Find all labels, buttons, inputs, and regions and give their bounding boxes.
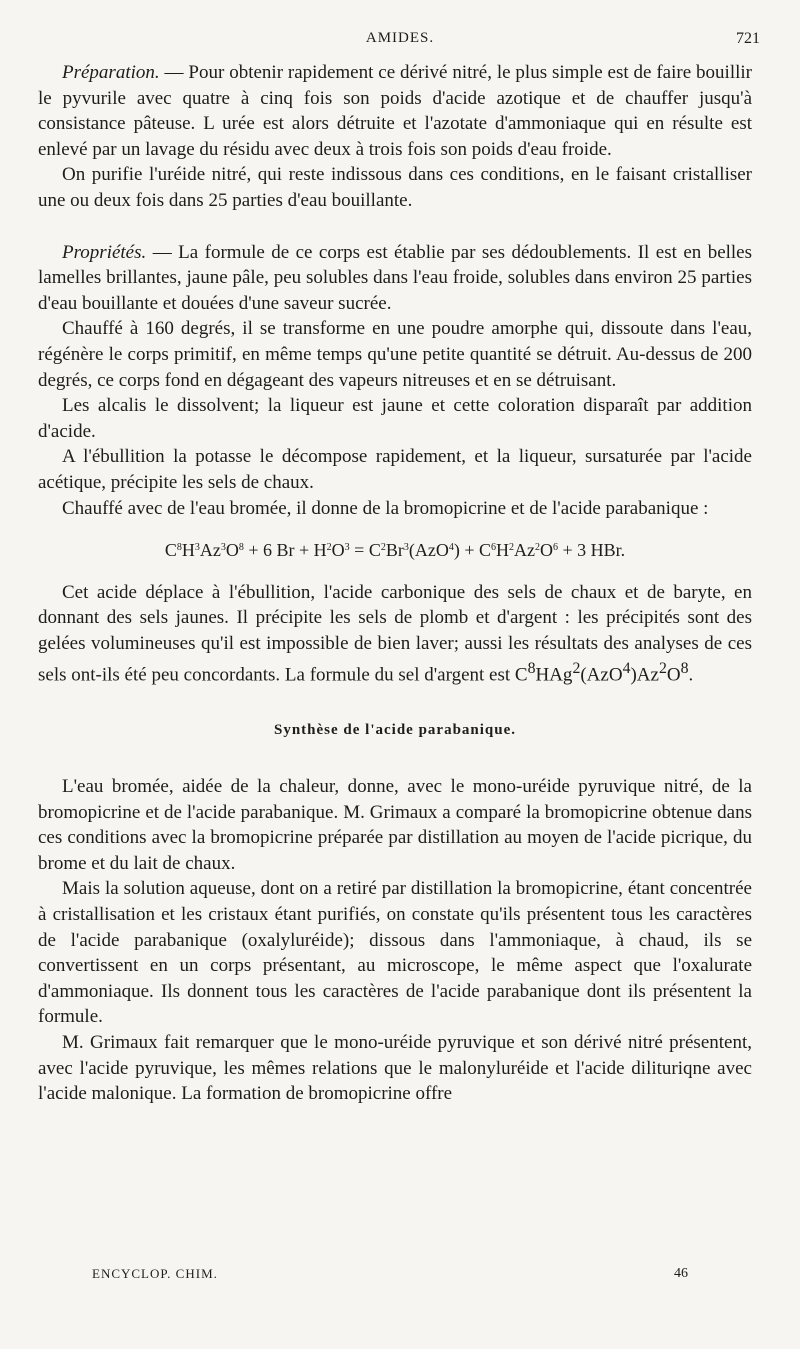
section-title: Synthèse de l'acide parabanique. (273, 722, 517, 739)
properties-paragraph (38, 240, 752, 317)
purification-paragraph: On purifie l'uréide nitré, qui reste indissous dans ces conditions, en le faisant cristalliser une ou deux fois dans 25 parties d'eau bouillante. (38, 164, 752, 211)
body-text (38, 60, 752, 1107)
heating-paragraph: Chauffé à 160 degrés, il se transforme en une poudre amorphe qui, dissoute dans l'eau, régénère le corps primitif, en même temps qu'une petite quantité se détruit. Au-dessus de 200 degrés, ce corps fond en dégageant des vapeurs nitreuses et en se détruisant. (38, 318, 752, 391)
properties-text: — La formule de ce corps est établie par ses dédoublements. Il est en belles lamelles brillantes, jaune pâle, peu solubles dans l'eau froide, solubles dans environ 25 parties d'eau bouillante et douées d'une saveur sucrée. (38, 241, 753, 314)
page-header (0, 30, 800, 56)
preparation-heading: Préparation. (62, 62, 160, 83)
properties-heading: Propriétés. (62, 241, 147, 263)
salts-text: Cet acide déplace à l'ébullition, l'acide carbonique des sels de chaux et de baryte, en donnant des sels jaunes. Il précipite les sels de plomb et d'argent : les précipités sont des gelées volumineuses qu'il est impossible de bien laver; aussi les résultats des analyses de ces sels ont-ils été peu concordants. La formule du sel d'argent est C (38, 581, 752, 686)
footer-signature: ENCYCLOP. CHIM. (92, 1266, 218, 1281)
synthesis-paragraph-1: L'eau bromée, aidée de la chaleur, donne, avec le mono-uréide pyruvique nitré, de la bromopicrine et de l'acide parabanique. M. Grimaux a comparé la bromopicrine obtenue dans ces conditions avec la bromopicrine préparée par distillation au moyen de l'acide picrique, du brome et du lait de chaux. (38, 775, 752, 874)
potash-paragraph: A l'ébullition la potasse le décompose rapidement, et la liqueur, sursaturée par l'acide acétique, précipite les sels de chaux. (38, 446, 752, 493)
salts-paragraph: Cet acide déplace à l'ébullition, l'acide carbonique des sels de chaux et de baryte, en donnant des sels jaunes. Il précipite les sels de plomb et d'argent : les précipités sont des gelées volumineuses qu'il est impossible de bien laver; aussi les résultats des analyses de ces sels ont-ils été peu concordants. La formule du sel d'argent est $C^8HAg^2(AzO^4)Az^2O^8$. (38, 581, 752, 686)
reaction-equation: $C^8H^3Az^3O^8 + 6$ $Br + H^2O^3 = C^2Br^3(AzO^4) + C^6H^2Az^2O^6 + 3$ HBr. (164, 540, 626, 561)
synthesis-paragraph-3: M. Grimaux fait remarquer que le mono-uréide pyruvique et son dérivé nitré présentent, avec l'acide pyruvique, les mêmes relations que le malonyluréide et l'acide dilituriqne avec l'acide malonique. La formation de bromopicrine offre (38, 1031, 752, 1105)
preparation-paragraph (38, 60, 752, 162)
alkali-paragraph: Les alcalis le dissolvent; la liqueur est jaune et cette coloration disparaît par addition d'acide. (38, 395, 752, 442)
page-footer (0, 1266, 800, 1290)
running-head: AMIDES. (365, 30, 435, 46)
bromine-paragraph: Chauffé avec de l'eau bromée, il donne de la bromopicrine et de l'acide parabanique : (62, 497, 709, 519)
preparation-text: — Pour obtenir rapidement ce dérivé nitré, le plus simple est de faire bouillir le pyvurile avec quatre à cinq fois son poids d'acide azotique et de chauffer jusqu'à consistance pâteuse. L urée est alors détruite et l'azotate d'ammoniaque qui en résulte est enlevé par un lavage du résidu avec deux à trois fois son poids d'eau froide. (38, 62, 752, 160)
page-number: 721 (736, 30, 760, 47)
footer-signature-number: 46 (674, 1266, 688, 1281)
synthesis-paragraph-2: Mais la solution aqueuse, dont on a retiré par distillation la bromopicrine, étant concentrée à cristallisation et les cristaux étant purifiés, on constate qu'ils présentent tous les caractères de l'acide parabanique (oxalyluréide); dissous dans l'ammoniaque, à chaud, ils se convertissent en un corps présentant, au microscope, le même aspect que l'oxalurate d'ammoniaque. Ils donnent tous les caractères de l'acide parabanique dont ils présentent la formule. (38, 878, 752, 1028)
